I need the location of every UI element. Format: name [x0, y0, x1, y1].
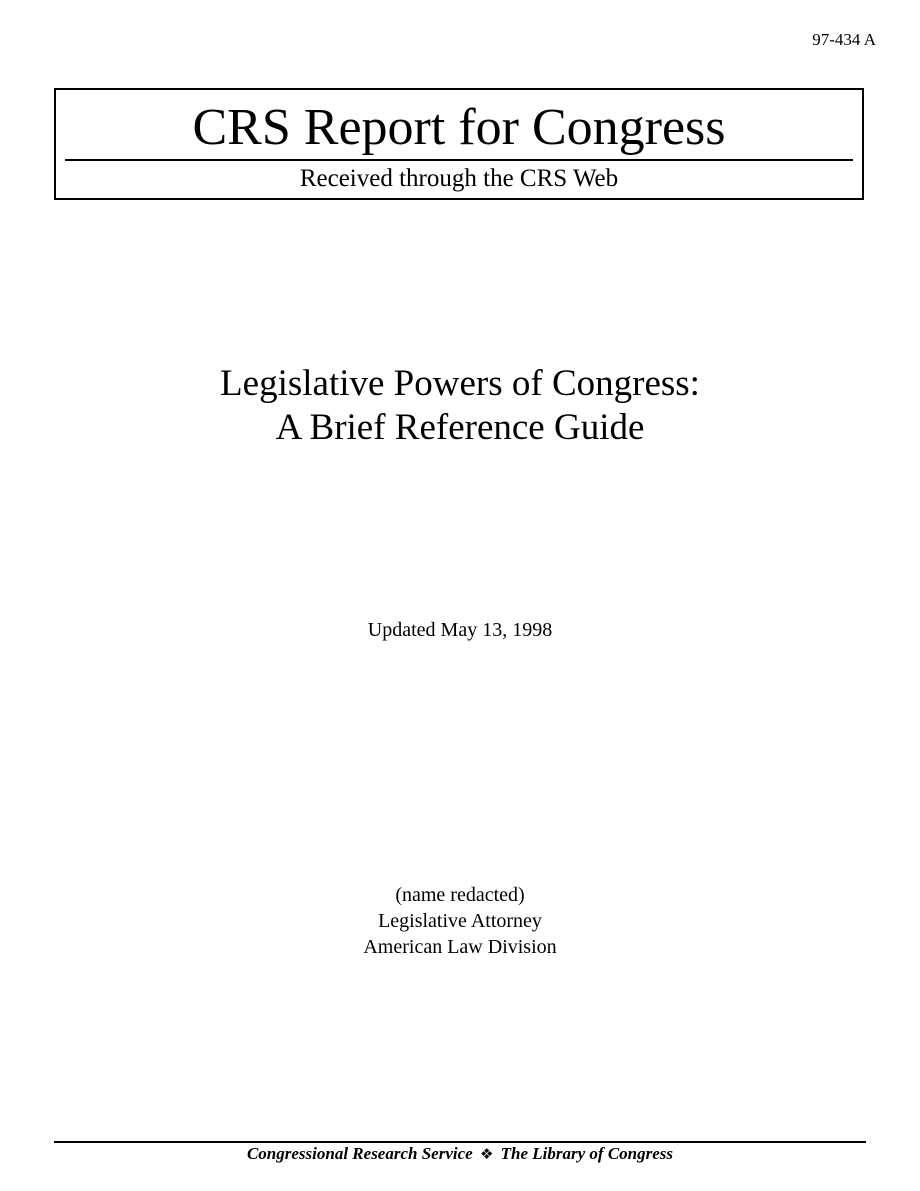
author-position: Legislative Attorney	[378, 910, 542, 932]
footer-text	[0, 1144, 920, 1164]
author-name: (name redacted)	[395, 884, 525, 906]
footer-rule	[54, 1141, 866, 1143]
author-block	[0, 882, 920, 960]
document-date: Updated May 13, 1998	[367, 619, 553, 641]
footer-library: The Library of Congress	[500, 1144, 674, 1163]
diamond-ornament-icon: ❖	[479, 1145, 494, 1163]
masthead-subtitle: Received through the CRS Web	[299, 165, 619, 192]
masthead-rule	[65, 159, 853, 161]
masthead-title: CRS Report for Congress	[192, 99, 726, 156]
masthead-box	[54, 88, 864, 200]
footer-organization: Congressional Research Service	[246, 1144, 473, 1163]
report-number: 97-434 A	[812, 30, 876, 49]
author-division: American Law Division	[363, 936, 557, 958]
document-title-line-1: Legislative Powers of Congress:	[220, 363, 700, 404]
document-title-line-2: A Brief Reference Guide	[275, 407, 645, 448]
